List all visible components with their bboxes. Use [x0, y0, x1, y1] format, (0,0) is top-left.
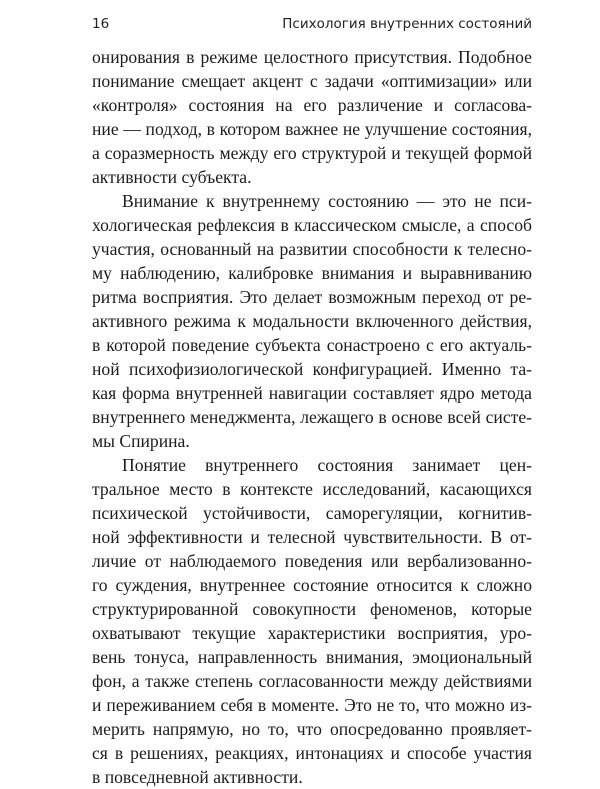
text-line: понимание смещает акцент с задачи «оптимизации» или: [92, 71, 532, 91]
text-line: хологическая рефлексия в классическом смысле, а способ: [92, 215, 532, 235]
paragraph-2: [92, 189, 532, 453]
text-line: мы Спирина.: [92, 431, 190, 451]
text-line: активного режима к модальности включенного действия,: [92, 311, 532, 331]
text-line: в повседневной активности.: [92, 767, 303, 787]
text-line: вень тонуса, направленность внимания, эмоциональный: [92, 647, 532, 667]
paragraph-3: [92, 453, 532, 789]
text-line: ритма восприятия. Это делает возможным переход от ре-: [92, 287, 532, 307]
text-line: фон, а также степень согласованности между действиями: [92, 671, 532, 691]
running-title: Психология внутренних состояний: [282, 16, 532, 32]
text-line: тральное место в контексте исследований, касающихся: [92, 479, 532, 499]
text-line: Внимание к внутреннему состоянию — это не пси-: [122, 191, 532, 211]
text-line: и переживанием себя в моменте. Это не то, что можно из-: [92, 695, 532, 715]
text-line: мерить напрямую, но то, что опосредованно проявляет-: [92, 719, 532, 739]
text-line: ние — подход, в котором важнее не улучшение состояния,: [92, 119, 532, 139]
text-line: Понятие внутреннего состояния занимает цен-: [122, 455, 532, 475]
text-line: психической устойчивости, саморегуляции, когнитив-: [92, 503, 532, 523]
text-line: ной психофизиологической конфигурацией. Именно та-: [92, 359, 532, 379]
text-line: го суждения, внутреннее состояние относится к сложно: [92, 575, 532, 595]
text-line: активности субъекта.: [92, 167, 252, 187]
text-line: внутреннего менеджмента, лежащего в основе всей систе-: [92, 407, 532, 427]
text-line: му наблюдению, калибровке внимания и выравниванию: [92, 263, 532, 283]
running-header: [92, 14, 532, 36]
text-line: «контроля» состояния на его различение и согласова-: [92, 95, 532, 115]
text-line: охватывают текущие характеристики восприятия, уро-: [92, 623, 532, 643]
text-line: кая форма внутренней навигации составляет ядро метода: [92, 383, 532, 403]
text-line: ной эффективности и телесной чувствительности. В от-: [92, 527, 532, 547]
text-line: онирования в режиме целостного присутствия. Подобное: [92, 47, 532, 67]
body-text: [92, 45, 532, 789]
text-line: ся в решениях, реакциях, интонациях и способе участия: [92, 743, 532, 763]
text-line: структурированной совокупности феноменов, которые: [92, 599, 532, 619]
page-number: 16: [92, 16, 110, 32]
paragraph-1: [92, 45, 532, 189]
text-line: в которой поведение субъекта сонастроено с его актуаль-: [92, 335, 532, 355]
text-line: участия, основанный на развитии способности к телесно-: [92, 239, 532, 259]
text-line: а соразмерность между его структурой и текущей формой: [92, 143, 532, 163]
text-line: личие от наблюдаемого поведения или вербализованно-: [92, 551, 532, 571]
